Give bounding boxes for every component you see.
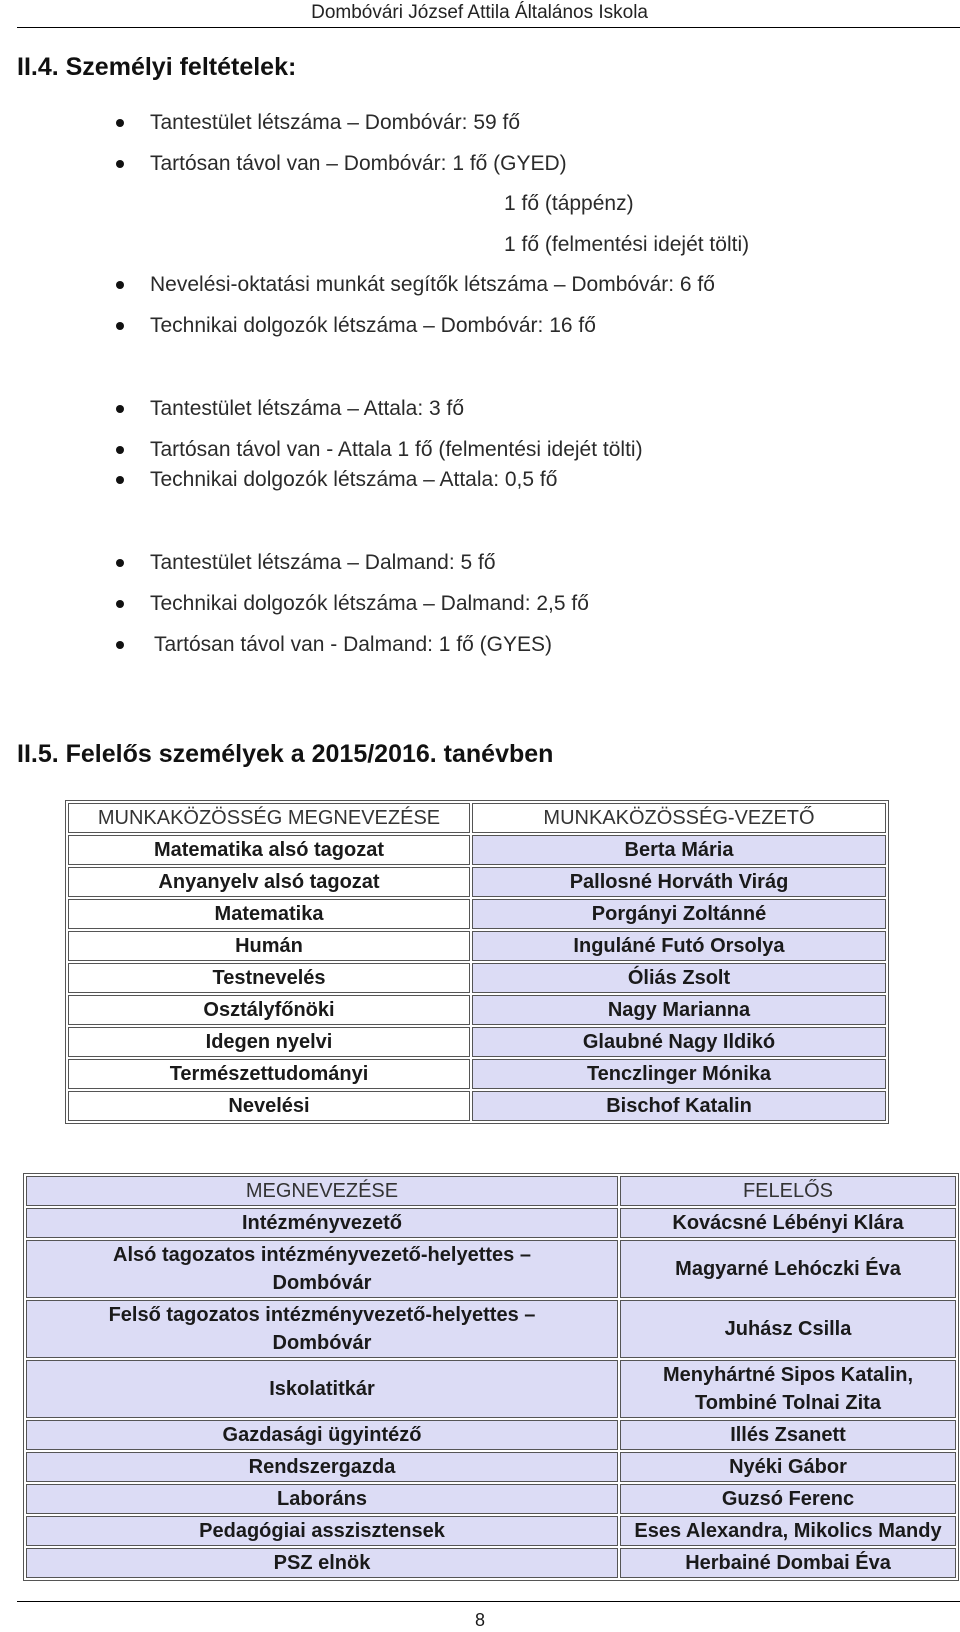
bullet-icon — [116, 476, 124, 484]
table-row — [68, 1059, 886, 1089]
table-row — [26, 1548, 956, 1578]
table-row — [26, 1420, 956, 1450]
table-cell: Guzsó Ferenc — [620, 1484, 956, 1514]
table-cell: Alsó tagozatos intézményvezető-helyettes – Dombóvár — [26, 1240, 618, 1298]
table-cell: Pedagógiai asszisztensek — [26, 1516, 618, 1546]
table-cell: Laboráns — [26, 1484, 618, 1514]
table-cell: Természettudományi — [68, 1059, 470, 1089]
table-cell: Idegen nyelvi — [68, 1027, 470, 1057]
table-header-row — [68, 803, 886, 833]
bullet-icon — [116, 160, 124, 168]
table-cell: PSZ elnök — [26, 1548, 618, 1578]
table-cell: Kovácsné Lébényi Klára — [620, 1208, 956, 1238]
table-cell: Tenczlinger Mónika — [472, 1059, 886, 1089]
table-cell: Humán — [68, 931, 470, 961]
table-cell: Glaubné Nagy Ildikó — [472, 1027, 886, 1057]
table-row — [26, 1240, 956, 1298]
table-row — [68, 867, 886, 897]
table-cell: Iskolatitkár — [26, 1360, 618, 1418]
table-cell: Menyhártné Sipos Katalin, Tombiné Tolnai Zita — [620, 1360, 956, 1418]
table-cell: Testnevelés — [68, 963, 470, 993]
table-row — [26, 1300, 956, 1358]
bullet-icon — [116, 119, 124, 127]
footer-divider — [17, 1601, 960, 1602]
table-cell: Matematika alsó tagozat — [68, 835, 470, 865]
page-header — [17, 0, 960, 28]
table-row — [68, 931, 886, 961]
table-row — [68, 1027, 886, 1057]
table-header-row — [26, 1176, 956, 1206]
table-cell: Nyéki Gábor — [620, 1452, 956, 1482]
table-cell: Gazdasági ügyintéző — [26, 1420, 618, 1450]
table-cell: Pallosné Horváth Virág — [472, 867, 886, 897]
table-row — [26, 1208, 956, 1238]
table-cell: Matematika — [68, 899, 470, 929]
column-header: MEGNEVEZÉSE — [26, 1176, 618, 1206]
table-cell: Felső tagozatos intézményvezető-helyettes – Dombóvár — [26, 1300, 618, 1358]
table-cell: Eses Alexandra, Mikolics Mandy — [620, 1516, 956, 1546]
bullet-icon — [116, 600, 124, 608]
column-header: FELELŐS — [620, 1176, 956, 1206]
bullet-icon — [116, 559, 124, 567]
column-header: MUNKAKÖZÖSSÉG-VEZETŐ — [472, 803, 886, 833]
table-cell: Berta Mária — [472, 835, 886, 865]
school-name: Dombóvári József Attila Általános Iskola — [311, 2, 648, 23]
table-cell: Nagy Marianna — [472, 995, 886, 1025]
page-number: 8 — [474, 1610, 485, 1630]
table-row — [68, 835, 886, 865]
table-cell: Nevelési — [68, 1091, 470, 1121]
table-cell: Magyarné Lehóczki Éva — [620, 1240, 956, 1298]
table-cell: Juhász Csilla — [620, 1300, 956, 1358]
table-row — [26, 1452, 956, 1482]
table-row — [26, 1484, 956, 1514]
bullet-icon — [116, 446, 124, 454]
bullet-icon — [116, 405, 124, 413]
workgroup-table — [66, 801, 888, 1123]
table-row — [68, 899, 886, 929]
list-item-continuation: 1 fő (felmentési idejét tölti) — [504, 233, 750, 256]
table-row — [68, 995, 886, 1025]
table-cell: Inguláné Futó Orsolya — [472, 931, 886, 961]
section-title-responsibles: II.5. Felelős személyek a 2015/2016. tanévben — [17, 740, 554, 768]
table-cell: Bischof Katalin — [472, 1091, 886, 1121]
table-cell: Herbainé Dombai Éva — [620, 1548, 956, 1578]
responsibles-table — [24, 1174, 958, 1580]
table-cell: Intézményvezető — [26, 1208, 618, 1238]
section-title-personnel: II.4. Személyi feltételek: — [17, 53, 297, 81]
list-item-continuation: 1 fő (táppénz) — [504, 192, 634, 215]
table-row — [26, 1360, 956, 1418]
table-cell: Porgányi Zoltánné — [472, 899, 886, 929]
table-cell: Illés Zsanett — [620, 1420, 956, 1450]
table-cell: Óliás Zsolt — [472, 963, 886, 993]
bullet-icon — [116, 641, 124, 649]
table-cell: Osztályfőnöki — [68, 995, 470, 1025]
table-row — [68, 963, 886, 993]
table-cell: Rendszergazda — [26, 1452, 618, 1482]
table-row — [68, 1091, 886, 1121]
bullet-icon — [116, 322, 124, 330]
column-header: MUNKAKÖZÖSSÉG MEGNEVEZÉSE — [68, 803, 470, 833]
table-row — [26, 1516, 956, 1546]
table-cell: Anyanyelv alsó tagozat — [68, 867, 470, 897]
bullet-icon — [116, 281, 124, 289]
